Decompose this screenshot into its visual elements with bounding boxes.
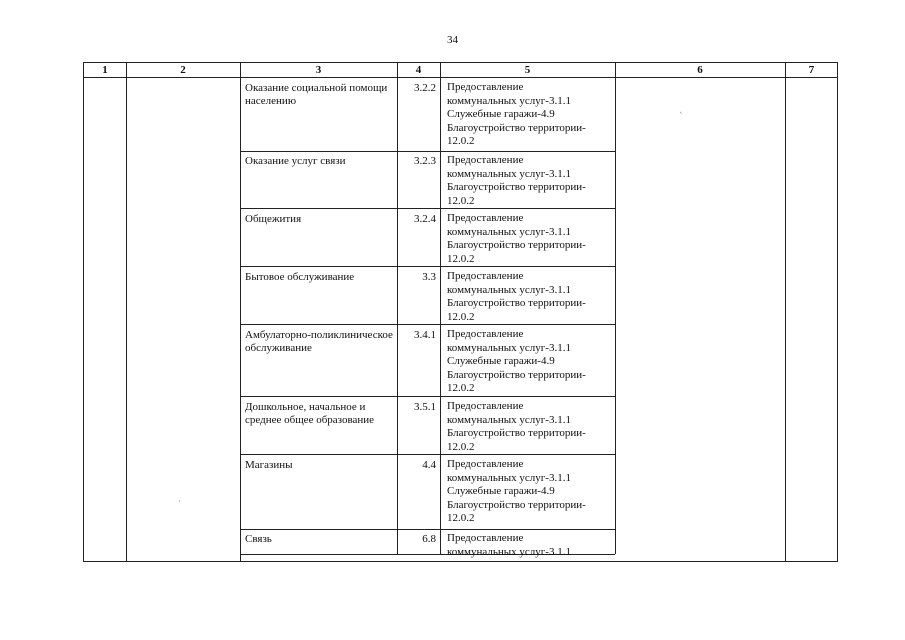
- table-row-name: Амбулаторно-поликлиническое обслуживание: [245, 329, 393, 354]
- table-row-desc: Предоставление коммунальных услуг-3.1.1 Благоустройство территории- 12.0.2: [447, 270, 586, 323]
- row-divider: [240, 151, 615, 152]
- scan-speck: ·: [178, 497, 181, 506]
- column-divider: [240, 63, 241, 78]
- table-row-code: 4.4: [422, 459, 436, 471]
- table-row-desc: Предоставление коммунальных услуг-3.1.1 Служебные гаражи-4.9 Благоустройство территории- 12.0.2: [447, 328, 586, 394]
- table-row-name: Бытовое обслуживание: [245, 271, 355, 283]
- table-row-name: Связь: [245, 533, 272, 545]
- table-row-desc: Предоставление коммунальных услуг-3.1.1 Благоустройство территории- 12.0.2: [447, 400, 586, 453]
- inner-divider-code: [397, 78, 398, 554]
- row-divider: [240, 208, 615, 209]
- table-row-code: 3.4.1: [414, 329, 436, 341]
- header-col-2: 2: [180, 64, 186, 76]
- table-row-name: Магазины: [245, 459, 293, 471]
- row-divider: [240, 324, 615, 325]
- header-col-7: 7: [808, 64, 815, 76]
- table-row-code: 6.8: [422, 533, 436, 545]
- row-divider: [240, 529, 615, 530]
- row-divider: [240, 454, 615, 455]
- table-row-code: 3.5.1: [414, 401, 436, 413]
- header-col-4: 4: [415, 64, 422, 76]
- table-row-desc: Предоставление коммунальных услуг-3.1.1 Служебные гаражи-4.9 Благоустройство территории- 12.0.2: [447, 81, 586, 147]
- table-row-name: Дошкольное, начальное и среднее общее образование: [245, 401, 375, 426]
- header-col-5: 5: [524, 64, 531, 76]
- page-number: 34: [447, 34, 458, 46]
- table-row-name: Оказание услуг связи: [245, 155, 346, 167]
- inner-divider-desc: [440, 78, 441, 554]
- table-row-desc: Предоставление коммунальных услуг-3.1.1 Благоустройство территории- 12.0.2: [447, 212, 586, 265]
- table-row-code: 3.2.3: [414, 155, 436, 167]
- column-divider: [397, 63, 398, 78]
- header-col-6: 6: [697, 64, 703, 76]
- table-header-row: [84, 63, 837, 78]
- row-divider: [240, 266, 615, 267]
- table-row-code: 3.3: [422, 271, 436, 283]
- table-row-name: Оказание социальной помощи населению: [245, 82, 388, 107]
- column-divider: [785, 63, 786, 561]
- table-row-code: 3.2.2: [414, 82, 436, 94]
- table-row-name: Общежития: [245, 213, 302, 225]
- header-col-1: 1: [102, 64, 108, 76]
- column-divider: [615, 63, 616, 78]
- table-row-desc: Предоставление коммунальных услуг-3.1.1 Благоустройство территории- 12.0.2: [447, 154, 586, 207]
- scan-speck: ˛: [680, 105, 683, 114]
- column-divider: [440, 63, 441, 78]
- land-use-table: [83, 62, 838, 562]
- table-row-code: 3.2.4: [414, 213, 436, 225]
- row-divider: [240, 396, 615, 397]
- column-divider: [126, 63, 127, 561]
- table-row-desc: Предоставление коммунальных услуг-3.1.1 Служебные гаражи-4.9 Благоустройство территории- 12.0.2: [447, 458, 586, 524]
- header-col-3: 3: [315, 64, 322, 76]
- table-row-desc: Предоставление коммунальных услуг-3.1.1: [447, 532, 571, 558]
